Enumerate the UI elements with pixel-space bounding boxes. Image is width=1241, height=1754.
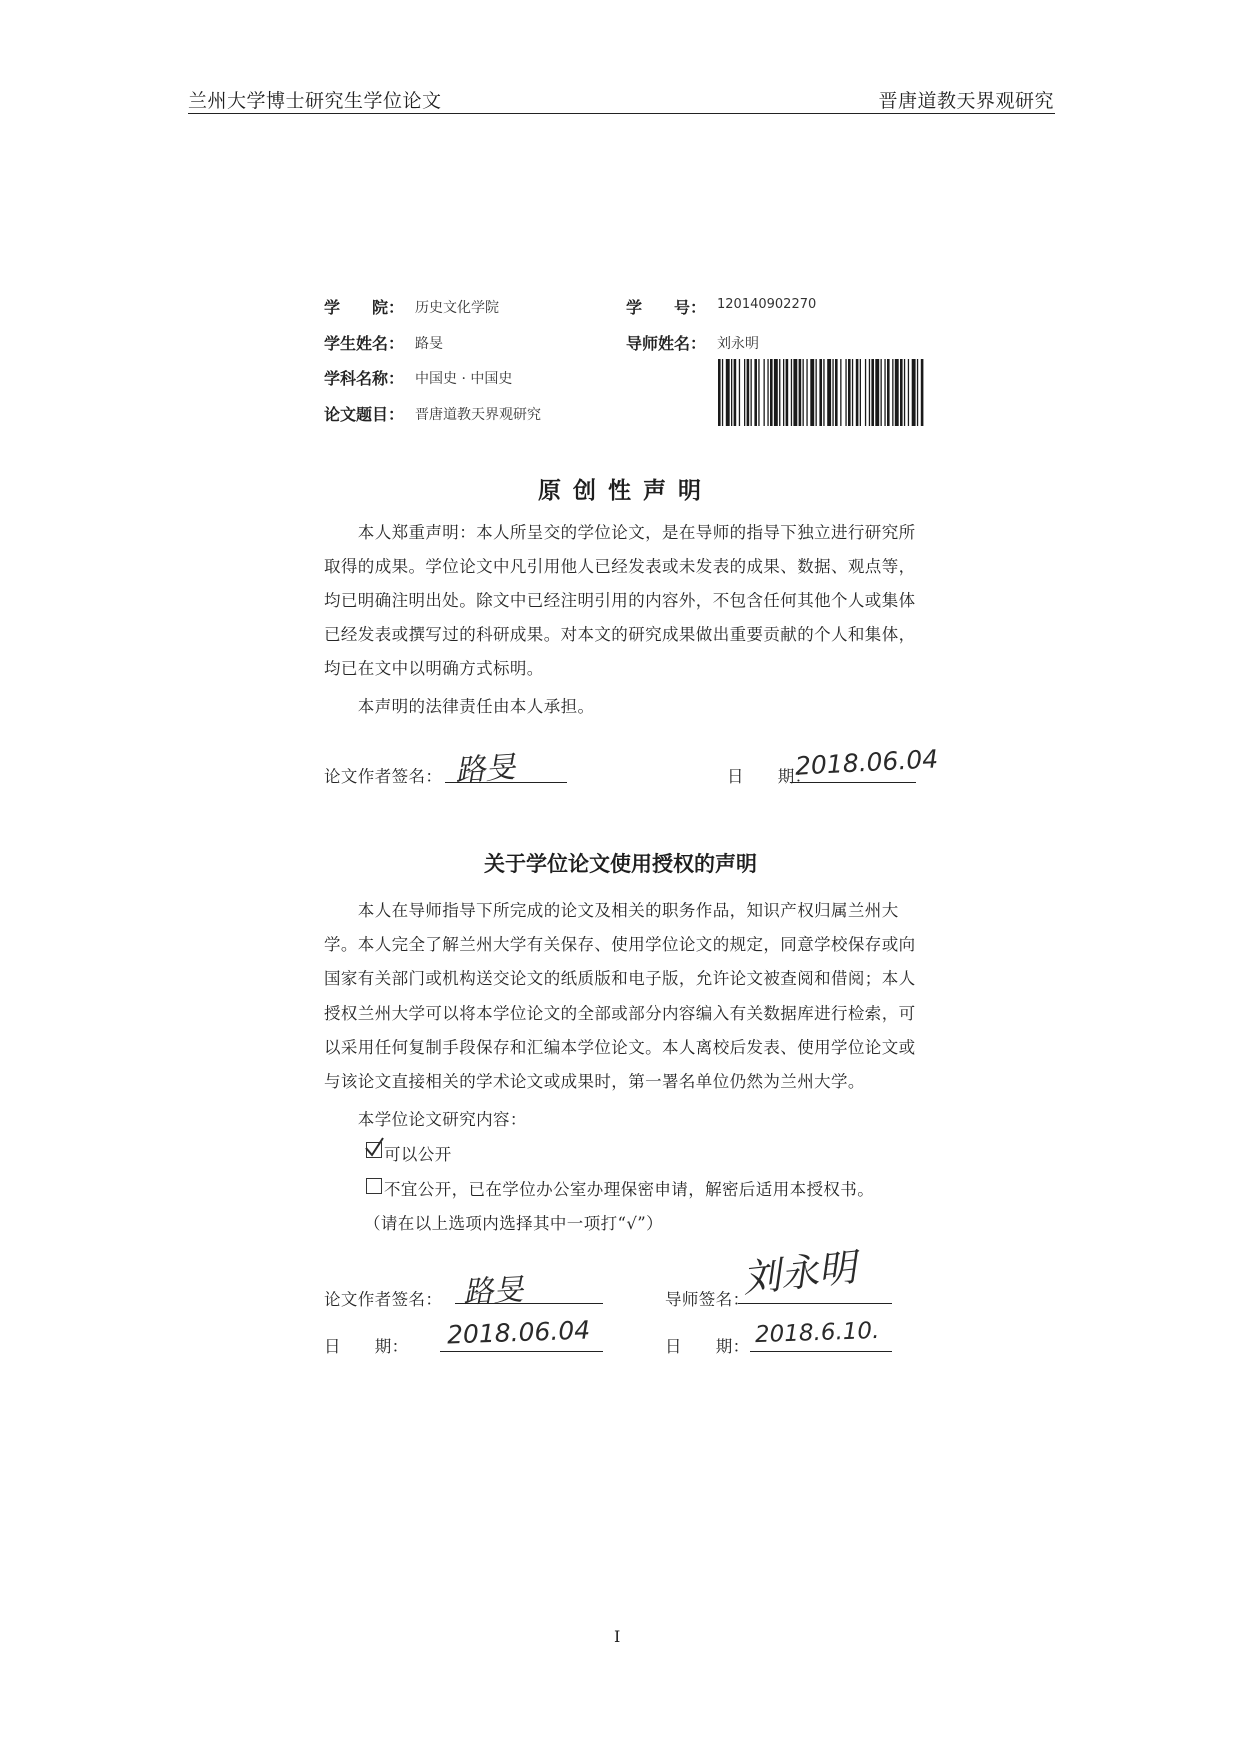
barcode-bar: [827, 359, 831, 426]
running-header-left: 兰州大学博士研究生学位论文: [188, 90, 442, 112]
student-id-value: 120140902270: [717, 297, 817, 312]
barcode-bar: [871, 359, 874, 426]
student-name-value: 路旻: [415, 336, 443, 352]
option-public-label: 可以公开: [384, 1145, 452, 1164]
student-name-label: 学生姓名：: [324, 334, 405, 353]
option-private-label: 不宜公开，已在学位办公室办理保密申请，解密后适用本授权书。: [384, 1180, 875, 1199]
barcode-bar: [744, 359, 745, 426]
advisor-label: 导师姓名：: [626, 334, 707, 353]
header-rule: [188, 113, 1055, 114]
barcode-bar: [848, 359, 851, 426]
originality-line: 已经发表或撰写过的科研成果。对本文的研究成果做出重要贡献的个人和集体，: [324, 625, 916, 644]
barcode-bar: [895, 359, 899, 426]
barcode-bar: [881, 359, 882, 426]
advisor-date-handwritten: 2018.6.10.: [754, 1317, 880, 1349]
barcode-bar: [803, 359, 804, 426]
barcode-bar: [754, 359, 757, 426]
barcode-bar: [751, 359, 752, 426]
authorization-author-date-line: [440, 1351, 603, 1352]
barcode-bar: [764, 359, 765, 426]
barcode-bar: [865, 359, 866, 426]
barcode-bar: [887, 359, 890, 426]
barcode-bar: [892, 359, 893, 426]
barcode-bar: [875, 359, 879, 426]
barcode-bar: [767, 359, 768, 426]
barcode-bar: [722, 359, 723, 426]
originality-title: 原 创 性 声 明: [537, 477, 704, 504]
barcode-bar: [758, 359, 759, 426]
barcode-bar: [791, 359, 792, 426]
barcode-bar: [856, 359, 859, 426]
private-checkbox[interactable]: [366, 1178, 382, 1194]
barcode-bar: [783, 359, 784, 426]
discipline-label: 学科名称：: [324, 369, 405, 388]
barcode-bar: [799, 359, 802, 426]
advisor-sign-line: [738, 1303, 892, 1304]
authorization-line: 本学位论文研究内容：: [324, 1110, 527, 1129]
advisor-date-label: 日 期：: [665, 1337, 750, 1356]
barcode-bar: [921, 359, 924, 426]
originality-date-line: [790, 782, 916, 783]
barcode-bar: [912, 359, 916, 426]
college-value: 历史文化学院: [415, 300, 499, 316]
authorization-author-signature: 路旻: [462, 1272, 525, 1311]
barcode-bar: [747, 359, 750, 426]
originality-line: 本人郑重声明：本人所呈交的学位论文，是在导师的指导下独立进行研究所: [324, 523, 916, 542]
barcode-bar: [731, 359, 732, 426]
thesis-title-value: 晋唐道教天界观研究: [415, 407, 541, 423]
barcode-image: [716, 359, 924, 426]
barcode-bar: [739, 359, 740, 426]
discipline-value: 中国史 · 中国史: [415, 371, 513, 387]
authorization-author-sign-label: 论文作者签名：: [324, 1290, 443, 1309]
barcode-bar: [835, 359, 838, 426]
barcode-bar: [904, 359, 905, 426]
barcode-bar: [770, 359, 773, 426]
barcode-bar: [726, 359, 730, 426]
barcode-bar: [816, 359, 817, 426]
student-id-label: 学 号：: [626, 298, 707, 317]
page-number: I: [614, 1627, 621, 1646]
authorization-author-sign-line: [455, 1303, 603, 1304]
originality-date-handwritten: 2018.06.04: [794, 744, 939, 781]
barcode-bar: [908, 359, 909, 426]
barcode-bar: [774, 359, 778, 426]
authorization-author-date-handwritten: 2018.06.04: [446, 1315, 591, 1350]
barcode-bar: [917, 359, 918, 426]
originality-line: 取得的成果。学位论文中凡引用他人已经发表或未发表的成果、数据、观点等，: [324, 557, 916, 576]
advisor-date-line: [750, 1351, 892, 1352]
barcode-bar: [884, 359, 885, 426]
authorization-author-date-label: 日 期：: [324, 1337, 409, 1356]
barcode-bar: [860, 359, 861, 426]
barcode-bar: [718, 359, 721, 426]
authorization-title: 关于学位论文使用授权的声明: [484, 851, 757, 876]
barcode-bar: [840, 359, 841, 426]
barcode-bar: [832, 359, 833, 426]
thesis-title-label: 论文题目：: [324, 405, 405, 424]
barcode-bar: [806, 359, 807, 426]
authorization-line: 国家有关部门或机构送交论文的纸质版和电子版，允许论文被查阅和借阅；本人: [324, 969, 916, 988]
barcode-bar: [819, 359, 822, 426]
originality-author-sign-line: [445, 782, 567, 783]
checkmark-icon: [363, 1136, 385, 1158]
barcode-bar: [845, 359, 846, 426]
barcode-bar: [810, 359, 814, 426]
originality-date-label: 日 期：: [727, 767, 812, 786]
originality-line: 均已明确注明出处。除文中已经注明引用的内容外，不包含任何其他个人或集体: [324, 591, 916, 610]
originality-author-sign-label: 论文作者签名：: [324, 767, 443, 786]
barcode-bar: [734, 359, 737, 426]
running-header-right: 晋唐道教天界观研究: [878, 90, 1054, 112]
advisor-value: 刘永明: [717, 336, 759, 352]
barcode-bar: [852, 359, 853, 426]
barcode-bar: [779, 359, 780, 426]
barcode-bar: [823, 359, 824, 426]
college-label: 学 院：: [324, 298, 405, 317]
advisor-signature: 刘永明: [740, 1245, 859, 1301]
authorization-line: 授权兰州大学可以将本学位论文的全部或部分内容编入有关数据库进行检索，可: [324, 1004, 916, 1023]
authorization-line: 学。本人完全了解兰州大学有关保存、使用学位论文的规定，同意学校保存或向: [324, 935, 916, 954]
originality-author-signature: 路旻: [454, 749, 517, 790]
selection-instruction: （请在以上选项内选择其中一项打“√”）: [364, 1214, 663, 1233]
advisor-sign-label: 导师签名：: [665, 1290, 750, 1309]
authorization-line: 本人在导师指导下所完成的论文及相关的职务作品，知识产权归属兰州大: [324, 901, 899, 920]
authorization-line: 以采用任何复制手段保存和汇编本学位论文。本人离校后发表、使用学位论文或: [324, 1038, 916, 1057]
originality-line: 均已在文中以明确方式标明。: [324, 659, 544, 678]
barcode-bar: [900, 359, 903, 426]
originality-line: 本声明的法律责任由本人承担。: [324, 697, 595, 716]
barcode-bar: [869, 359, 870, 426]
barcode-bar: [786, 359, 789, 426]
authorization-line: 与该论文直接相关的学术论文或成果时，第一署名单位仍然为兰州大学。: [324, 1072, 865, 1091]
barcode-bar: [793, 359, 797, 426]
